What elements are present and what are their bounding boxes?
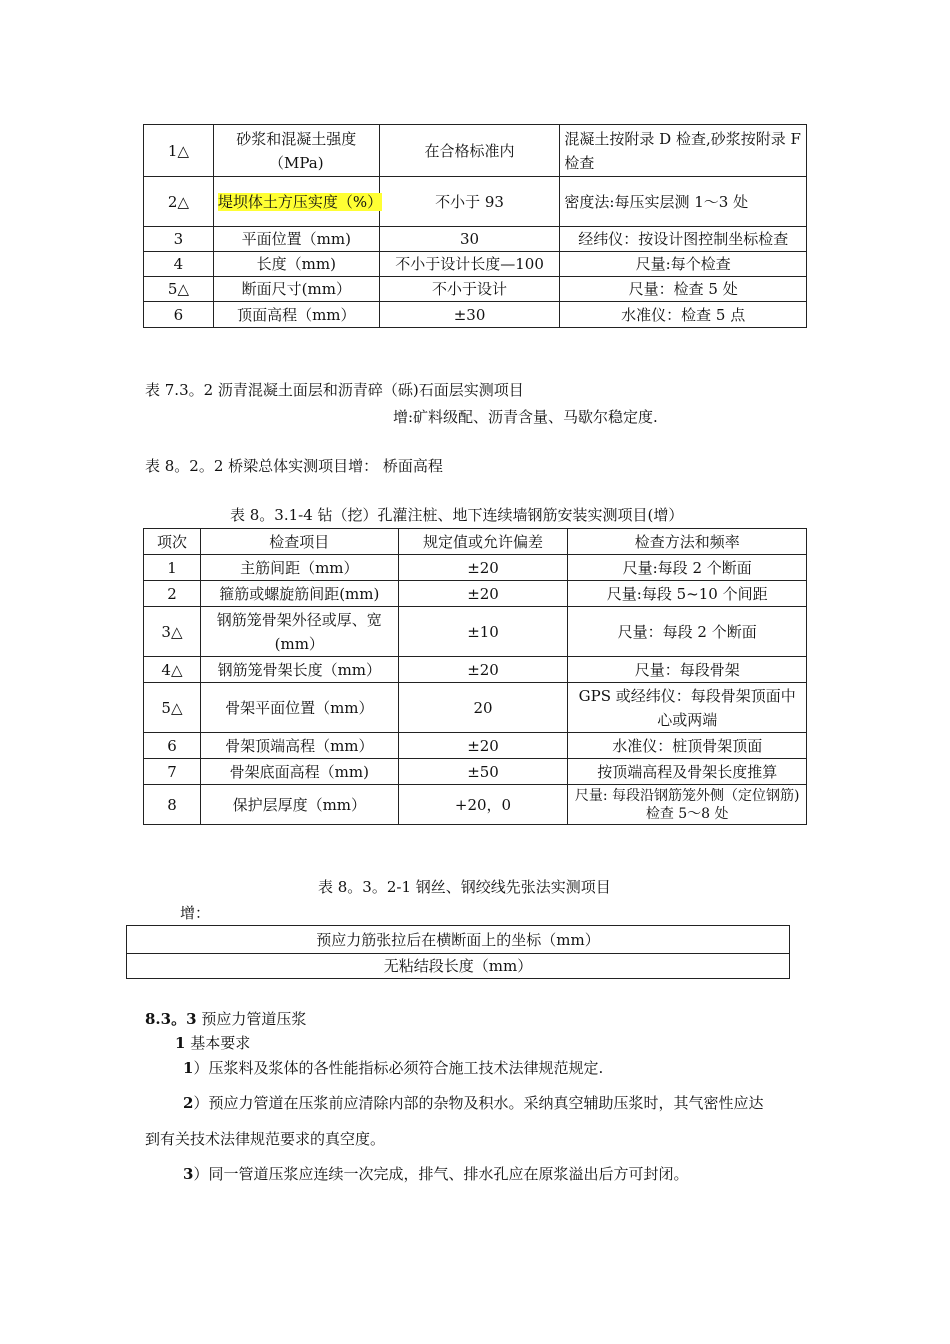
subsection-number: 1 — [175, 1034, 186, 1052]
table-header-row — [144, 529, 807, 555]
check-method: 尺量:每段 5~10 个间距 — [568, 581, 807, 607]
table3-caption: 表 8。3。2-1 钢丝、钢绞线先张法实测项目 — [318, 878, 611, 896]
table-row — [144, 125, 807, 177]
check-item: 无粘结段长度（mm） — [127, 954, 790, 979]
check-item: 钢筋笼骨架外径或厚、宽(mm） — [200, 607, 398, 657]
check-method: 经纬仪：按设计图控制坐标检查 — [560, 227, 807, 252]
check-item-highlighted — [213, 177, 383, 227]
requirement-item-continuation — [145, 1128, 385, 1150]
row-number: 7 — [144, 759, 201, 785]
spec-value: 不小于设计长度—100 — [379, 252, 560, 277]
row-number: 4△ — [144, 657, 201, 683]
table-row — [144, 733, 807, 759]
highlighted-text: 堤坝体土方压实度（%） — [217, 192, 383, 211]
spec-value: 30 — [379, 227, 560, 252]
spec-value: ±20 — [398, 581, 568, 607]
table3-addition-prefix: 增： — [180, 904, 211, 922]
check-method: 尺量：每段 2 个断面 — [568, 607, 807, 657]
row-number: 5△ — [144, 683, 201, 733]
note-table-7-3-2: 表 7.3。2 沥青混凝土面层和沥青碎（砾)石面层实测项目 — [145, 381, 524, 399]
column-header: 项次 — [144, 529, 201, 555]
item-text: ）预应力管道在压浆前应清除内部的杂物及积水。采纳真空辅助压浆时，其气密性应达 — [193, 1094, 764, 1112]
table-row — [144, 277, 807, 302]
row-number: 8 — [144, 785, 201, 825]
row-number: 2△ — [144, 177, 214, 227]
table-row — [144, 785, 807, 825]
spec-value: 在合格标准内 — [379, 125, 560, 177]
check-method: 尺量:每个检查 — [560, 252, 807, 277]
table-row — [144, 607, 807, 657]
check-item: 平面位置（mm) — [213, 227, 379, 252]
row-number: 3△ — [144, 607, 201, 657]
check-item: 长度（mm) — [213, 252, 379, 277]
check-item: 主筋间距（mm） — [200, 555, 398, 581]
check-method: 尺量：检查 5 处 — [560, 277, 807, 302]
check-method: 水准仪：桩顶骨架顶面 — [568, 733, 807, 759]
check-method: 尺量: 每段沿钢筋笼外侧（定位钢筋)检查 5～8 处 — [568, 785, 807, 825]
spec-value: 20 — [398, 683, 568, 733]
check-item: 保护层厚度（mm） — [200, 785, 398, 825]
column-header: 规定值或允许偏差 — [398, 529, 568, 555]
table-row — [144, 657, 807, 683]
table-row — [144, 759, 807, 785]
item-text: 到有关技术法律规范要求的真空度。 — [145, 1130, 386, 1148]
item-text: ）同一管道压浆应连续一次完成，排气、排水孔应在原浆溢出后方可封闭。 — [193, 1165, 689, 1183]
table-row — [144, 227, 807, 252]
table-row — [144, 252, 807, 277]
spec-value: 不小于 93 — [379, 177, 560, 227]
table-row — [144, 302, 807, 328]
table-row — [127, 926, 790, 954]
spec-value: ±20 — [398, 555, 568, 581]
spec-value: ±10 — [398, 607, 568, 657]
section-number: 8.3。3 — [145, 1010, 197, 1028]
row-number: 6 — [144, 733, 201, 759]
item-number: 3 — [183, 1165, 194, 1183]
check-method: 密度法:每压实层测 1～3 处 — [560, 177, 807, 227]
table-row — [144, 555, 807, 581]
row-number: 6 — [144, 302, 214, 328]
requirement-item — [183, 1092, 763, 1114]
row-number: 1△ — [144, 125, 214, 177]
table2-caption: 表 8。3.1-4 钻（挖）孔灌注桩、地下连续墙钢筋安装实测项目(增） — [230, 506, 684, 524]
check-item: 骨架底面高程（mm) — [200, 759, 398, 785]
table-row — [144, 683, 807, 733]
spec-value: ±20 — [398, 657, 568, 683]
column-header: 检查项目 — [200, 529, 398, 555]
spec-value: 不小于设计 — [379, 277, 560, 302]
section-heading — [145, 1008, 306, 1030]
row-number: 4 — [144, 252, 214, 277]
spec-value: ±50 — [398, 759, 568, 785]
check-item: 顶面高程（mm） — [213, 302, 379, 328]
requirement-item — [183, 1057, 603, 1079]
table-row — [144, 177, 807, 227]
spec-value: +20，0 — [398, 785, 568, 825]
check-method: 尺量:每段 2 个断面 — [568, 555, 807, 581]
check-method: GPS 或经纬仪：每段骨架顶面中心或两端 — [568, 683, 807, 733]
check-method: 水准仪：检查 5 点 — [560, 302, 807, 328]
spec-value: ±30 — [379, 302, 560, 328]
column-header: 检查方法和频率 — [568, 529, 807, 555]
row-number: 3 — [144, 227, 214, 252]
note-table-7-3-2-addition: 增:矿料级配、沥青含量、马歇尔稳定度. — [393, 408, 658, 426]
section-title: 预应力管道压浆 — [196, 1010, 307, 1028]
table-rebar-installation — [143, 528, 807, 825]
check-item: 钢筋笼骨架长度（mm） — [200, 657, 398, 683]
item-number: 2 — [183, 1094, 194, 1112]
table-strength-items — [143, 124, 807, 328]
item-number: 1 — [183, 1059, 194, 1077]
requirement-item — [183, 1163, 688, 1185]
row-number: 5△ — [144, 277, 214, 302]
subsection-title: 基本要求 — [185, 1034, 251, 1052]
row-number: 2 — [144, 581, 201, 607]
check-item: 箍筋或螺旋筋间距(mm) — [200, 581, 398, 607]
check-item: 砂浆和混凝土强度（MPa) — [213, 125, 379, 177]
check-item: 骨架平面位置（mm） — [200, 683, 398, 733]
note-table-8-2-2: 表 8。2。2 桥梁总体实测项目增： 桥面高程 — [145, 457, 443, 475]
table-pretension — [126, 925, 790, 979]
check-item: 预应力筋张拉后在横断面上的坐标（mm） — [127, 926, 790, 954]
spec-value: ±20 — [398, 733, 568, 759]
check-method: 按顶端高程及骨架长度推算 — [568, 759, 807, 785]
check-item: 断面尺寸(mm） — [213, 277, 379, 302]
check-method: 尺量：每段骨架 — [568, 657, 807, 683]
row-number: 1 — [144, 555, 201, 581]
item-text: ）压浆料及浆体的各性能指标必须符合施工技术法律规范规定. — [193, 1059, 604, 1077]
table-row — [144, 581, 807, 607]
check-method: 混凝土按附录 D 检查,砂浆按附录 F 检查 — [560, 125, 807, 177]
table-row — [127, 954, 790, 979]
check-item: 骨架顶端高程（mm） — [200, 733, 398, 759]
subsection-heading — [175, 1032, 250, 1054]
